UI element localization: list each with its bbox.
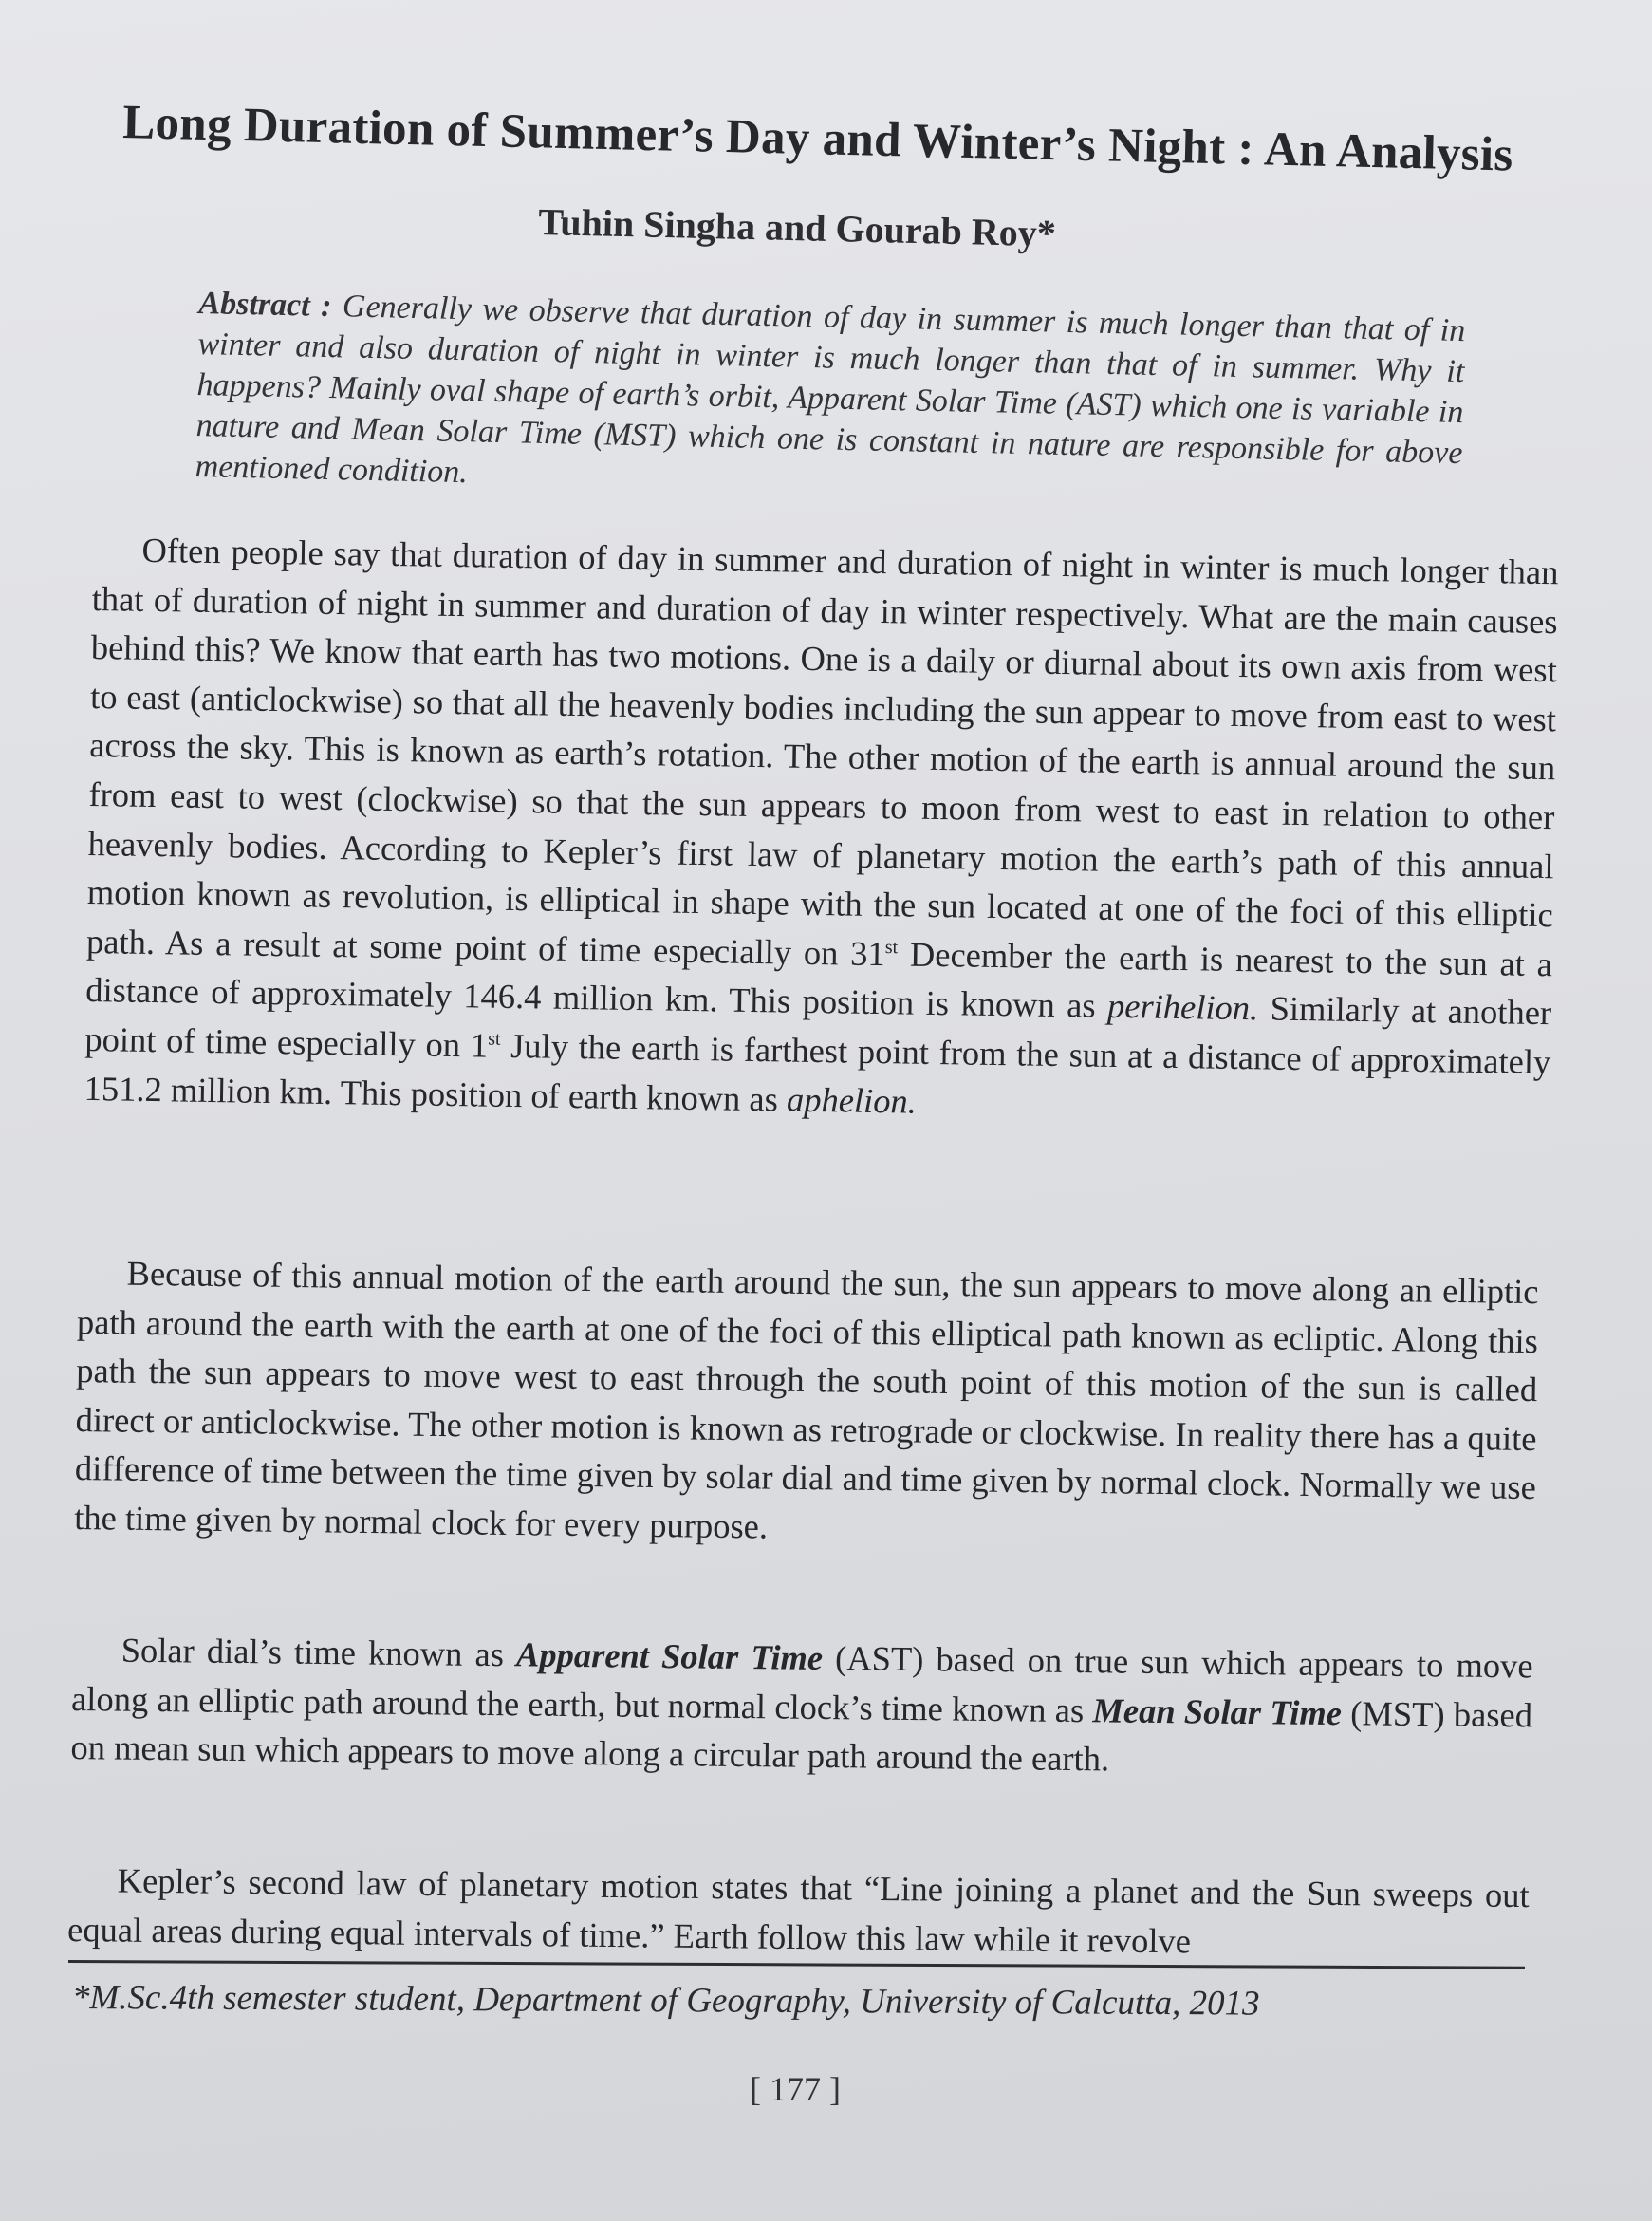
paragraph-1 [84,525,1559,1135]
ordinal-suffix: st [487,1028,501,1050]
paragraph-1-text-b: December the earth is nearest to the sun at a distance of approximately 146.4 million km. This position is known as [84,934,1553,1026]
term-perihelion: perihelion. [1106,986,1259,1028]
paragraph-3-text-a: Solar dial’s time known as [121,1630,517,1674]
footnote: *M.Sc.4th semester student, Department of Geography, University of Calcutta, 2013 [71,1978,1260,2024]
abstract-text: Generally we observe that duration of day in summer is much longer than that of in winter and also duration of night in winter is much longer than that of in summer. Why it happens? Mainly oval shape of earth’s orbit, Apparent Solar Time (AST) which one is variable in nature and Mean Solar Time (MST) which one is constant in nature are responsible for above mentioned condition. [195,289,1466,491]
page-number: [ 177 ] [750,2070,841,2108]
paragraph-1-text-c: Similarly at another point of time especially on 1 [84,988,1552,1065]
paragraph-2-text: Because of this annual motion of the earth around the sun, the sun appears to move along an elliptic path around the earth with the earth at one of the foci of this elliptical path known as ecliptic. Along this path the sun appears to move west to east through the south point of this motion of the sun is called direct or anticlockwise. The other motion is known as retrograde or clockwise. In reality there has a quite difference of time between the time given by solar dial and time given by normal clock. Normally we use the time given by normal clock for every purpose. [74,1253,1539,1546]
abstract [195,283,1465,514]
paragraph-3-text-b: (AST) based on true sun which appears to move along an elliptic path around the earth, but normal clock’s time known as [70,1637,1533,1729]
paragraph-2 [74,1248,1539,1561]
ordinal-suffix: st [884,936,899,958]
article-authors: Tuhin Singha and Gourab Roy* [537,199,1057,255]
term-mean-solar-time: Mean Solar Time [1092,1689,1343,1732]
article-title: Long Duration of Summer’s Day and Winter’s Night : An Analysis [121,95,1514,182]
paragraph-3 [70,1625,1533,1788]
term-aphelion: aphelion. [786,1079,918,1121]
paragraph-4 [67,1856,1530,1969]
paragraph-1-text-d: July the earth is farthest point from the sun at a distance of approximately 151.2 million km. This position of earth known as [84,1025,1551,1119]
paragraph-1-text-a: Often people say that duration of day in summer and duration of night in winter is much longer than that of duration of night in summer and duration of day in winter respectively. What are the main causes behind this? We know that earth has two motions. One is a daily or diurnal about its own axis from west to east (anticlockwise) so that all the heavenly bodies including the sun appear to move from east to west across the sky. This is known as earth’s rotation. The other motion of the earth is annual around the sun from east to west (clockwise) so that the sun appears to moon from west to east in relation to other heavenly bodies. According to Kepler’s first law of planetary motion the earth’s path of this annual motion known as revolution, is elliptical in shape with the sun located at one of the foci of this elliptic path. As a result at some point of time especially on 31 [85,530,1559,973]
term-apparent-solar-time: Apparent Solar Time [515,1634,824,1677]
paragraph-4-text: Kepler’s second law of planetary motion states that “Line joining a planet and the Sun sweeps out equal areas during equal intervals of time.” Earth follow this law while it revolve [66,1860,1530,1960]
paragraph-3-text-c: (MST) based on mean sun which appears to move along a circular path around the earth. [70,1692,1533,1779]
abstract-label: Abstract : [198,285,332,325]
